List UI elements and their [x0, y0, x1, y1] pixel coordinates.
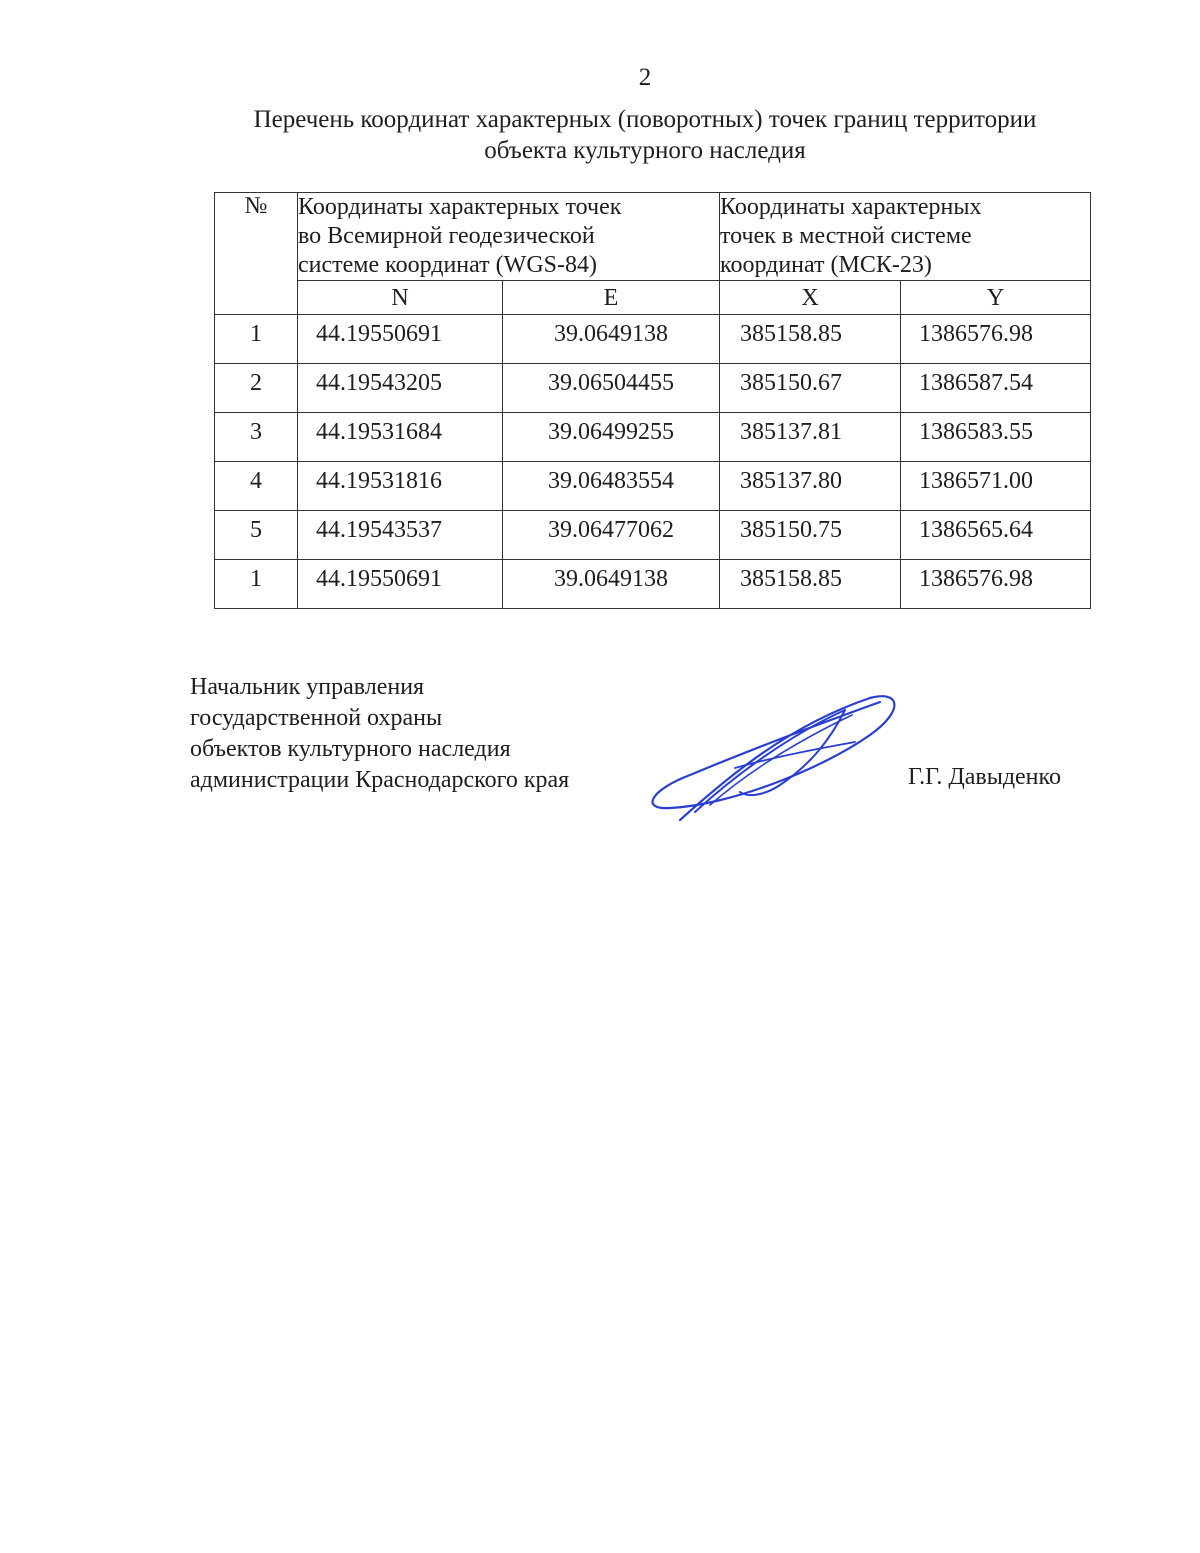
cell-number: 1: [215, 560, 298, 609]
cell-number: 1: [215, 315, 298, 364]
handwritten-signature: [640, 680, 910, 830]
table-header-row: [215, 193, 1091, 281]
cell-x: 385158.85: [720, 560, 901, 609]
header-msk23-line: координат (МСК-23): [720, 252, 932, 278]
cell-y: 1386571.00: [901, 462, 1091, 511]
signature-strokes: [653, 696, 895, 820]
table-row: [215, 315, 1091, 364]
cell-x: 385150.75: [720, 511, 901, 560]
header-msk23: [720, 193, 1091, 281]
cell-n: 44.19543205: [298, 364, 503, 413]
cell-e: 39.0649138: [503, 315, 720, 364]
table-row: [215, 413, 1091, 462]
header-number: №: [215, 193, 298, 315]
header-msk23-line: Координаты характерных: [720, 194, 982, 220]
cell-y: 1386587.54: [901, 364, 1091, 413]
header-y: Y: [901, 281, 1091, 315]
document-title: [200, 104, 1090, 166]
header-n: N: [298, 281, 503, 315]
signatory-line: администрации Краснодарского края: [190, 767, 570, 793]
signatory-position: [190, 672, 569, 796]
table-row: [215, 560, 1091, 609]
cell-y: 1386576.98: [901, 560, 1091, 609]
cell-number: 2: [215, 364, 298, 413]
signer-name: Г.Г. Давыденко: [908, 764, 1061, 790]
cell-n: 44.19531816: [298, 462, 503, 511]
cell-n: 44.19543537: [298, 511, 503, 560]
page-number: 2: [638, 64, 652, 91]
cell-x: 385137.80: [720, 462, 901, 511]
cell-number: 5: [215, 511, 298, 560]
cell-x: 385150.67: [720, 364, 901, 413]
header-x: X: [720, 281, 901, 315]
cell-n: 44.19550691: [298, 560, 503, 609]
cell-e: 39.0649138: [503, 560, 720, 609]
coordinates-table: [214, 192, 1091, 609]
header-wgs84-line: во Всемирной геодезической: [298, 223, 595, 249]
cell-number: 4: [215, 462, 298, 511]
cell-x: 385137.81: [720, 413, 901, 462]
cell-x: 385158.85: [720, 315, 901, 364]
document-title-line-2: объекта культурного наследия: [484, 137, 806, 164]
signatory-line: государственной охраны: [190, 705, 443, 731]
cell-y: 1386583.55: [901, 413, 1091, 462]
header-e: E: [503, 281, 720, 315]
cell-n: 44.19550691: [298, 315, 503, 364]
document-title-line-1: Перечень координат характерных (поворотных) точек границ территории: [253, 106, 1037, 133]
cell-n: 44.19531684: [298, 413, 503, 462]
cell-y: 1386565.64: [901, 511, 1091, 560]
header-wgs84-line: системе координат (WGS-84): [298, 252, 597, 278]
header-wgs84: [298, 193, 720, 281]
cell-e: 39.06504455: [503, 364, 720, 413]
cell-number: 3: [215, 413, 298, 462]
table-row: [215, 462, 1091, 511]
cell-e: 39.06483554: [503, 462, 720, 511]
table-subheader-row: [215, 281, 1091, 315]
cell-e: 39.06499255: [503, 413, 720, 462]
signatory-line: Начальник управления: [190, 674, 425, 700]
table-row: [215, 364, 1091, 413]
signatory-line: объектов культурного наследия: [190, 736, 511, 762]
cell-e: 39.06477062: [503, 511, 720, 560]
header-wgs84-line: Координаты характерных точек: [298, 194, 622, 220]
cell-y: 1386576.98: [901, 315, 1091, 364]
table-row: [215, 511, 1091, 560]
header-msk23-line: точек в местной системе: [720, 223, 972, 249]
